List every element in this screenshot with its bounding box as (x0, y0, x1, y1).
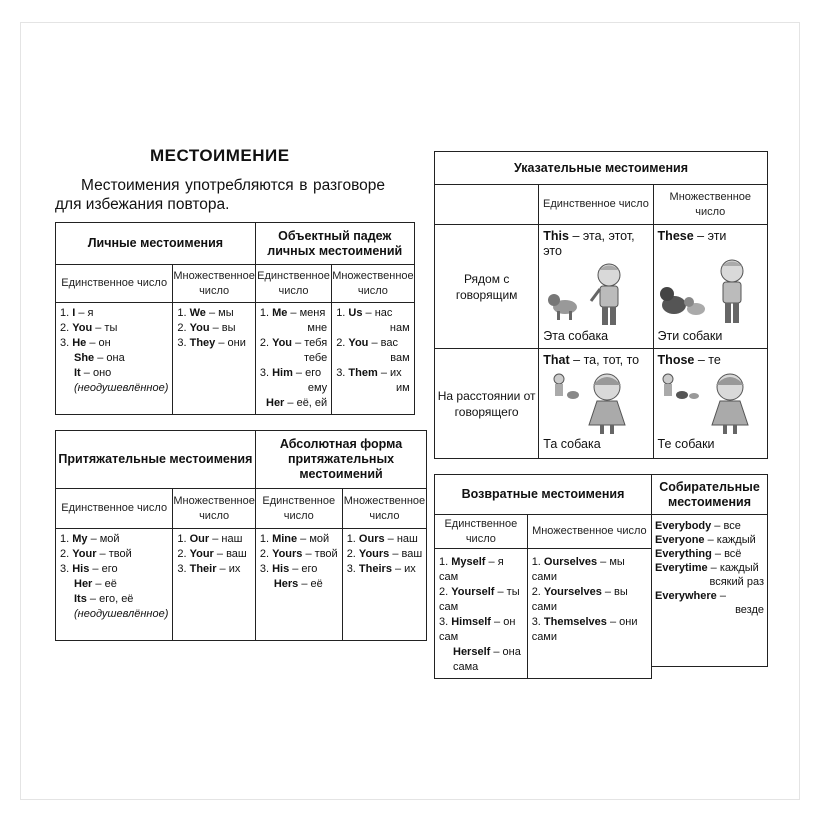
empty-corner-cell (435, 185, 539, 225)
list-item: 1. My – мой (60, 533, 120, 545)
list-item: Everything – всё (655, 548, 742, 560)
intro-paragraph: Местоимения употребляются в разговоре для избежания повтора. (55, 177, 385, 213)
list-item: Hers – её (273, 578, 323, 590)
that-definition: That – та, тот, то (543, 353, 640, 367)
collective-cell (652, 515, 768, 667)
list-item: 3. Themselves – они сами (531, 616, 638, 643)
list-item: 2. Yours – ваш (346, 548, 423, 560)
demonstrative-singular-header: Единственное число (539, 185, 653, 225)
list-item: 1. We – мы (177, 307, 234, 319)
reflexive-header: Возвратные местоимения (435, 475, 652, 515)
list-item: 2. Yours – твой (259, 548, 338, 560)
list-item: вам (390, 352, 410, 364)
list-item: 1. Our – наш (177, 533, 243, 545)
list-item: 3. He – он (60, 337, 111, 349)
personal-singular-cell (56, 303, 173, 415)
reflexive-singular-cell (435, 549, 528, 679)
small-boy-dogs-icon (663, 374, 699, 399)
near-speaker-label: Рядом с говорящим (435, 225, 539, 349)
this-definition: This – эта, этот, это (543, 229, 635, 258)
possessive-plural-cell (173, 529, 255, 641)
girl-and-far-dogs-illustration (658, 371, 766, 435)
objective-singular-cell (255, 303, 331, 415)
possessive-singular-header: Единственное число (56, 489, 173, 529)
possessive-pronouns-table (55, 430, 427, 641)
this-caption: Эта собака (543, 329, 609, 343)
these-cell (653, 225, 767, 349)
personal-header: Личные местоимения (56, 223, 256, 265)
girl-and-far-dog-illustration (545, 371, 651, 435)
those-cell (653, 349, 767, 459)
dog-icon (548, 294, 577, 320)
objective-plural-header: Множественное число (332, 265, 414, 303)
list-item: 2. Yourselves – вы сами (531, 586, 628, 613)
absolute-plural-header: Множественное число (342, 489, 427, 529)
possessive-header: Притяжательные местоимения (56, 431, 256, 489)
possessive-singular-cell (56, 529, 173, 641)
list-item: (неодушевлённое) (74, 608, 169, 620)
list-item: мне (307, 322, 328, 334)
list-item: Its – его, её (74, 593, 134, 605)
list-item: Her – её, ей (266, 397, 328, 409)
demonstrative-header: Указательные местоимения (435, 152, 768, 185)
those-definition: Those – те (657, 353, 721, 367)
list-item: 1. I – я (60, 307, 94, 319)
objective-singular-header: Единственное число (255, 265, 331, 303)
list-item: тебе (303, 352, 328, 364)
personal-plural-cell (173, 303, 255, 415)
objective-header: Объектный падеж личных местоимений (255, 223, 414, 265)
list-item: 2. Yourself – ты сам (439, 586, 520, 613)
list-item: 3. His – его (60, 563, 118, 575)
reflexive-pronouns-table (434, 474, 652, 679)
list-item: 2. You – ты (60, 322, 118, 334)
collective-pronouns-table (651, 474, 768, 667)
list-item: 3. His – его (259, 563, 318, 575)
list-item: 2. Your – ваш (177, 548, 247, 560)
demonstrative-plural-header: Множественное число (653, 185, 767, 225)
list-item: 3. Them – их (336, 367, 402, 379)
list-item: Her – её (74, 578, 117, 590)
far-from-speaker-label: На расстоянии от говорящего (435, 349, 539, 459)
list-item: 1. Ourselves – мы сами (531, 556, 625, 583)
list-item: 1. Us – нас (336, 307, 393, 319)
list-item: 3. Himself – он сам (439, 616, 516, 643)
list-item: везде (735, 604, 764, 616)
list-item: Everyone – каждый (655, 534, 756, 546)
personal-singular-header: Единственное число (56, 265, 173, 303)
list-item: 2. You – тебя (259, 337, 328, 349)
demonstrative-pronouns-table (434, 151, 768, 459)
absolute-singular-header: Единственное число (255, 489, 342, 529)
personal-plural-header: Множественное число (173, 265, 255, 303)
girl-icon (712, 374, 748, 434)
that-caption: Та собака (543, 437, 601, 451)
reflexive-plural-cell (527, 549, 651, 679)
list-item: 1. Myself – я сам (439, 556, 504, 583)
possessive-plural-header: Множественное число (173, 489, 255, 529)
this-cell (539, 225, 653, 349)
list-item: (неодушевлённое) (74, 382, 169, 394)
list-item: It – оно (74, 367, 112, 379)
small-boy-dog-icon (554, 374, 579, 399)
girl-icon (589, 374, 625, 434)
list-item: ему (307, 382, 328, 394)
list-item: 1. Mine – мой (259, 533, 330, 545)
list-item: 1. Me – меня (259, 307, 326, 319)
list-item: Everybody – все (655, 520, 741, 532)
that-cell (539, 349, 653, 459)
those-caption: Те собаки (657, 437, 715, 451)
absolute-singular-cell (255, 529, 342, 641)
absolute-possessive-header: Абсолютная форма притяжательных местоимений (255, 431, 426, 489)
objective-plural-cell (332, 303, 414, 415)
boy-icon (721, 260, 743, 323)
boy-icon (591, 264, 620, 325)
list-item: 3. They – они (177, 337, 246, 349)
page-title: МЕСТОИМЕНИЕ (150, 146, 290, 165)
list-item: Herself – она сама (453, 646, 521, 673)
dogs-icon (660, 287, 705, 315)
list-item: 3. Their – их (177, 563, 241, 575)
reflexive-plural-header: Множественное число (527, 515, 651, 549)
list-item: Everytime – каждый (655, 562, 759, 574)
boy-with-dog-illustration (545, 261, 651, 327)
list-item: нам (389, 322, 410, 334)
list-item: всякий раз (709, 576, 764, 588)
list-item: 2. Your – твой (60, 548, 132, 560)
list-item: им (395, 382, 410, 394)
list-item: 2. You – вы (177, 322, 236, 334)
personal-pronouns-table (55, 222, 415, 415)
absolute-plural-cell (342, 529, 427, 641)
boy-with-dogs-illustration (658, 255, 766, 327)
list-item: Everywhere – (655, 590, 726, 602)
list-item: 3. Him – его (259, 367, 322, 379)
list-item: 3. Theirs – их (346, 563, 416, 575)
collective-header: Собирательные местоимения (652, 475, 768, 515)
list-item: 1. Ours – наш (346, 533, 418, 545)
these-caption: Эти собаки (657, 329, 723, 343)
list-item: She – она (74, 352, 125, 364)
list-item: 2. You – вас (336, 337, 398, 349)
these-definition: These – эти (657, 229, 727, 243)
reflexive-singular-header: Единственное число (435, 515, 528, 549)
